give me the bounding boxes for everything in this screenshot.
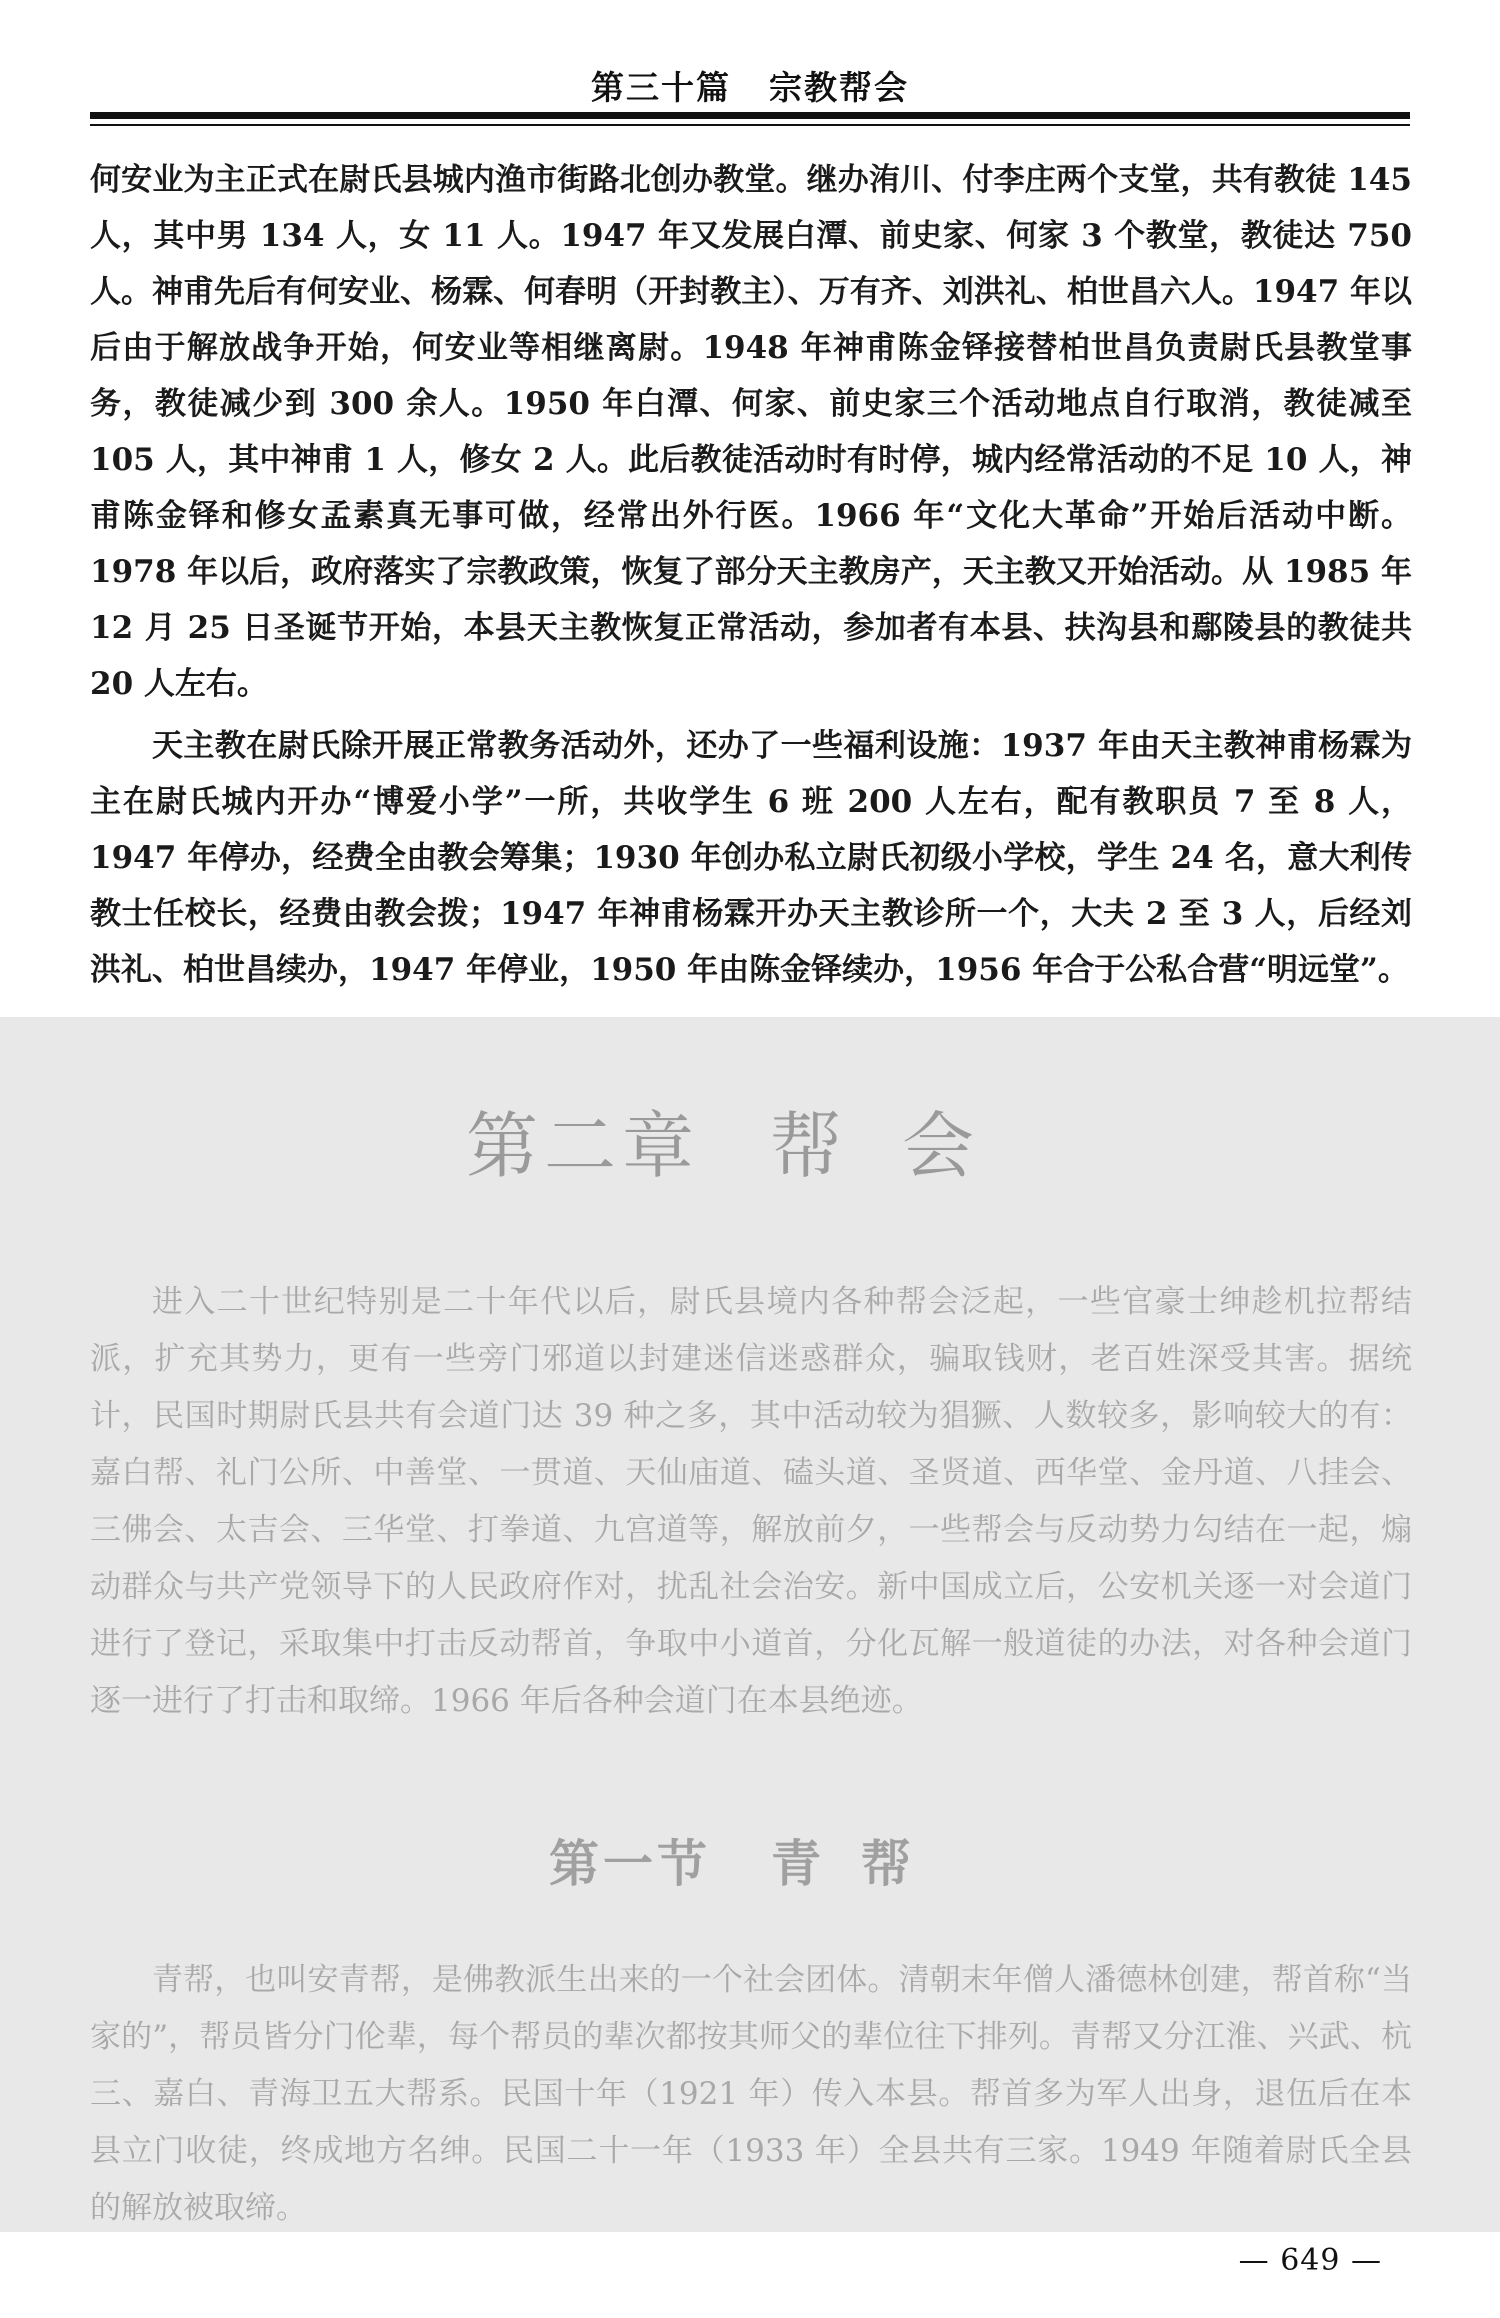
running-head [0, 62, 1500, 109]
body-paragraph: 天主教在尉氏除开展正常教务活动外，还办了一些福利设施：1937 年由天主教神甫杨霖为主在尉氏城内开办“博爱小学”一所，共收学生 6 班 200 人左右，配有教职员 7 至 8 人，1947 年停办，经费全由教会筹集；1930 年创办私立尉氏初级小学校，学生 24 名，意大利传教士任校长，经费由教会拨；1947 年神甫杨霖开办天主教诊所一个，大夫 2 至 3 人，后经刘洪礼、柏世昌续办，1947 年停业，1950 年由陈金铎续办，1956 年合于公私合营“明远堂”。 [90, 728, 1412, 988]
running-head-part: 第三十篇 [591, 68, 731, 107]
chapter-heading [0, 1088, 1500, 1192]
page-number: — 649 — [1238, 2243, 1382, 2278]
section-paragraph: 青帮，也叫安青帮，是佛教派生出来的一个社会团体。清朝末年僧人潘德林创建，帮首称“当家的”，帮员皆分门伦辈，每个帮员的辈次都按其师父的辈位往下排列。青帮又分江淮、兴武、杭三、嘉白、青海卫五大帮系。民国十年（1921 年）传入本县。帮首多为军人出身，退伍后在本县立门收徒，终成地方名绅。民国二十一年（1933 年）全县共有三家。1949 年随着尉氏全县的解放被取缔。 [90, 1962, 1412, 2226]
section-title: 青帮 [771, 1834, 951, 1893]
header-rule-thick [90, 112, 1410, 119]
top-body-text [90, 152, 1412, 998]
chapter-paragraph: 进入二十世纪特别是二十年代以后，尉氏县境内各种帮会泛起，一些官豪士绅趁机拉帮结派，扩充其势力，更有一些旁门邪道以封建迷信迷惑群众，骗取钱财，老百姓深受其害。据统计，民国时期尉氏县共有会道门达 39 种之多，其中活动较为猖獗、人数较多，影响较大的有：嘉白帮、礼门公所、中善堂、一贯道、天仙庙道、磕头道、圣贤道、西华堂、金丹道、八挂会、三佛会、太吉会、三华堂、打拳道、九宫道等，解放前夕，一些帮会与反动势力勾结在一起，煽动群众与共产党领导下的人民政府作对，扰乱社会治安。新中国成立后，公安机关逐一对会道门进行了登记，采取集中打击反动帮首，争取中小道首，分化瓦解一般道徒的办法，对各种会道门逐一进行了打击和取缔。1966 年后各种会道门在本县绝迹。 [90, 1284, 1412, 1719]
section-heading [0, 1824, 1500, 1896]
section-label: 第一节 [549, 1834, 711, 1893]
chapter-body-text [90, 1274, 1412, 1730]
header-rule-thin [90, 124, 1410, 126]
section-body-text [90, 1952, 1412, 2237]
running-head-title: 宗教帮会 [769, 68, 909, 107]
chapter-title: 帮会 [770, 1104, 1035, 1188]
body-paragraph: 何安业为主正式在尉氏县城内渔市街路北创办教堂。继办洧川、付李庄两个支堂，共有教徒 145 人，其中男 134 人，女 11 人。1947 年又发展白潭、前史家、何家 3 个教堂，教徒达 750 人。神甫先后有何安业、杨霖、何春明（开封教主）、万有齐、刘洪礼、柏世昌六人。1947 年以后由于解放战争开始，何安业等相继离尉。1948 年神甫陈金铎接替柏世昌负责尉氏县教堂事务，教徒减少到 300 余人。1950 年白潭、何家、前史家三个活动地点自行取消，教徒减至 105 人，其中神甫 1 人，修女 2 人。此后教徒活动时有时停，城内经常活动的不足 10 人，神甫陈金铎和修女孟素真无事可做，经常出外行医。1966 年“文化大革命”开始后活动中断。1978 年以后，政府落实了宗教政策，恢复了部分天主教房产，天主教又开始活动。从 1985 年 12 月 25 日圣诞节开始，本县天主教恢复正常活动，参加者有本县、扶沟县和鄢陵县的教徒共 20 人左右。 [90, 162, 1412, 702]
chapter-label: 第二章 [465, 1104, 700, 1188]
